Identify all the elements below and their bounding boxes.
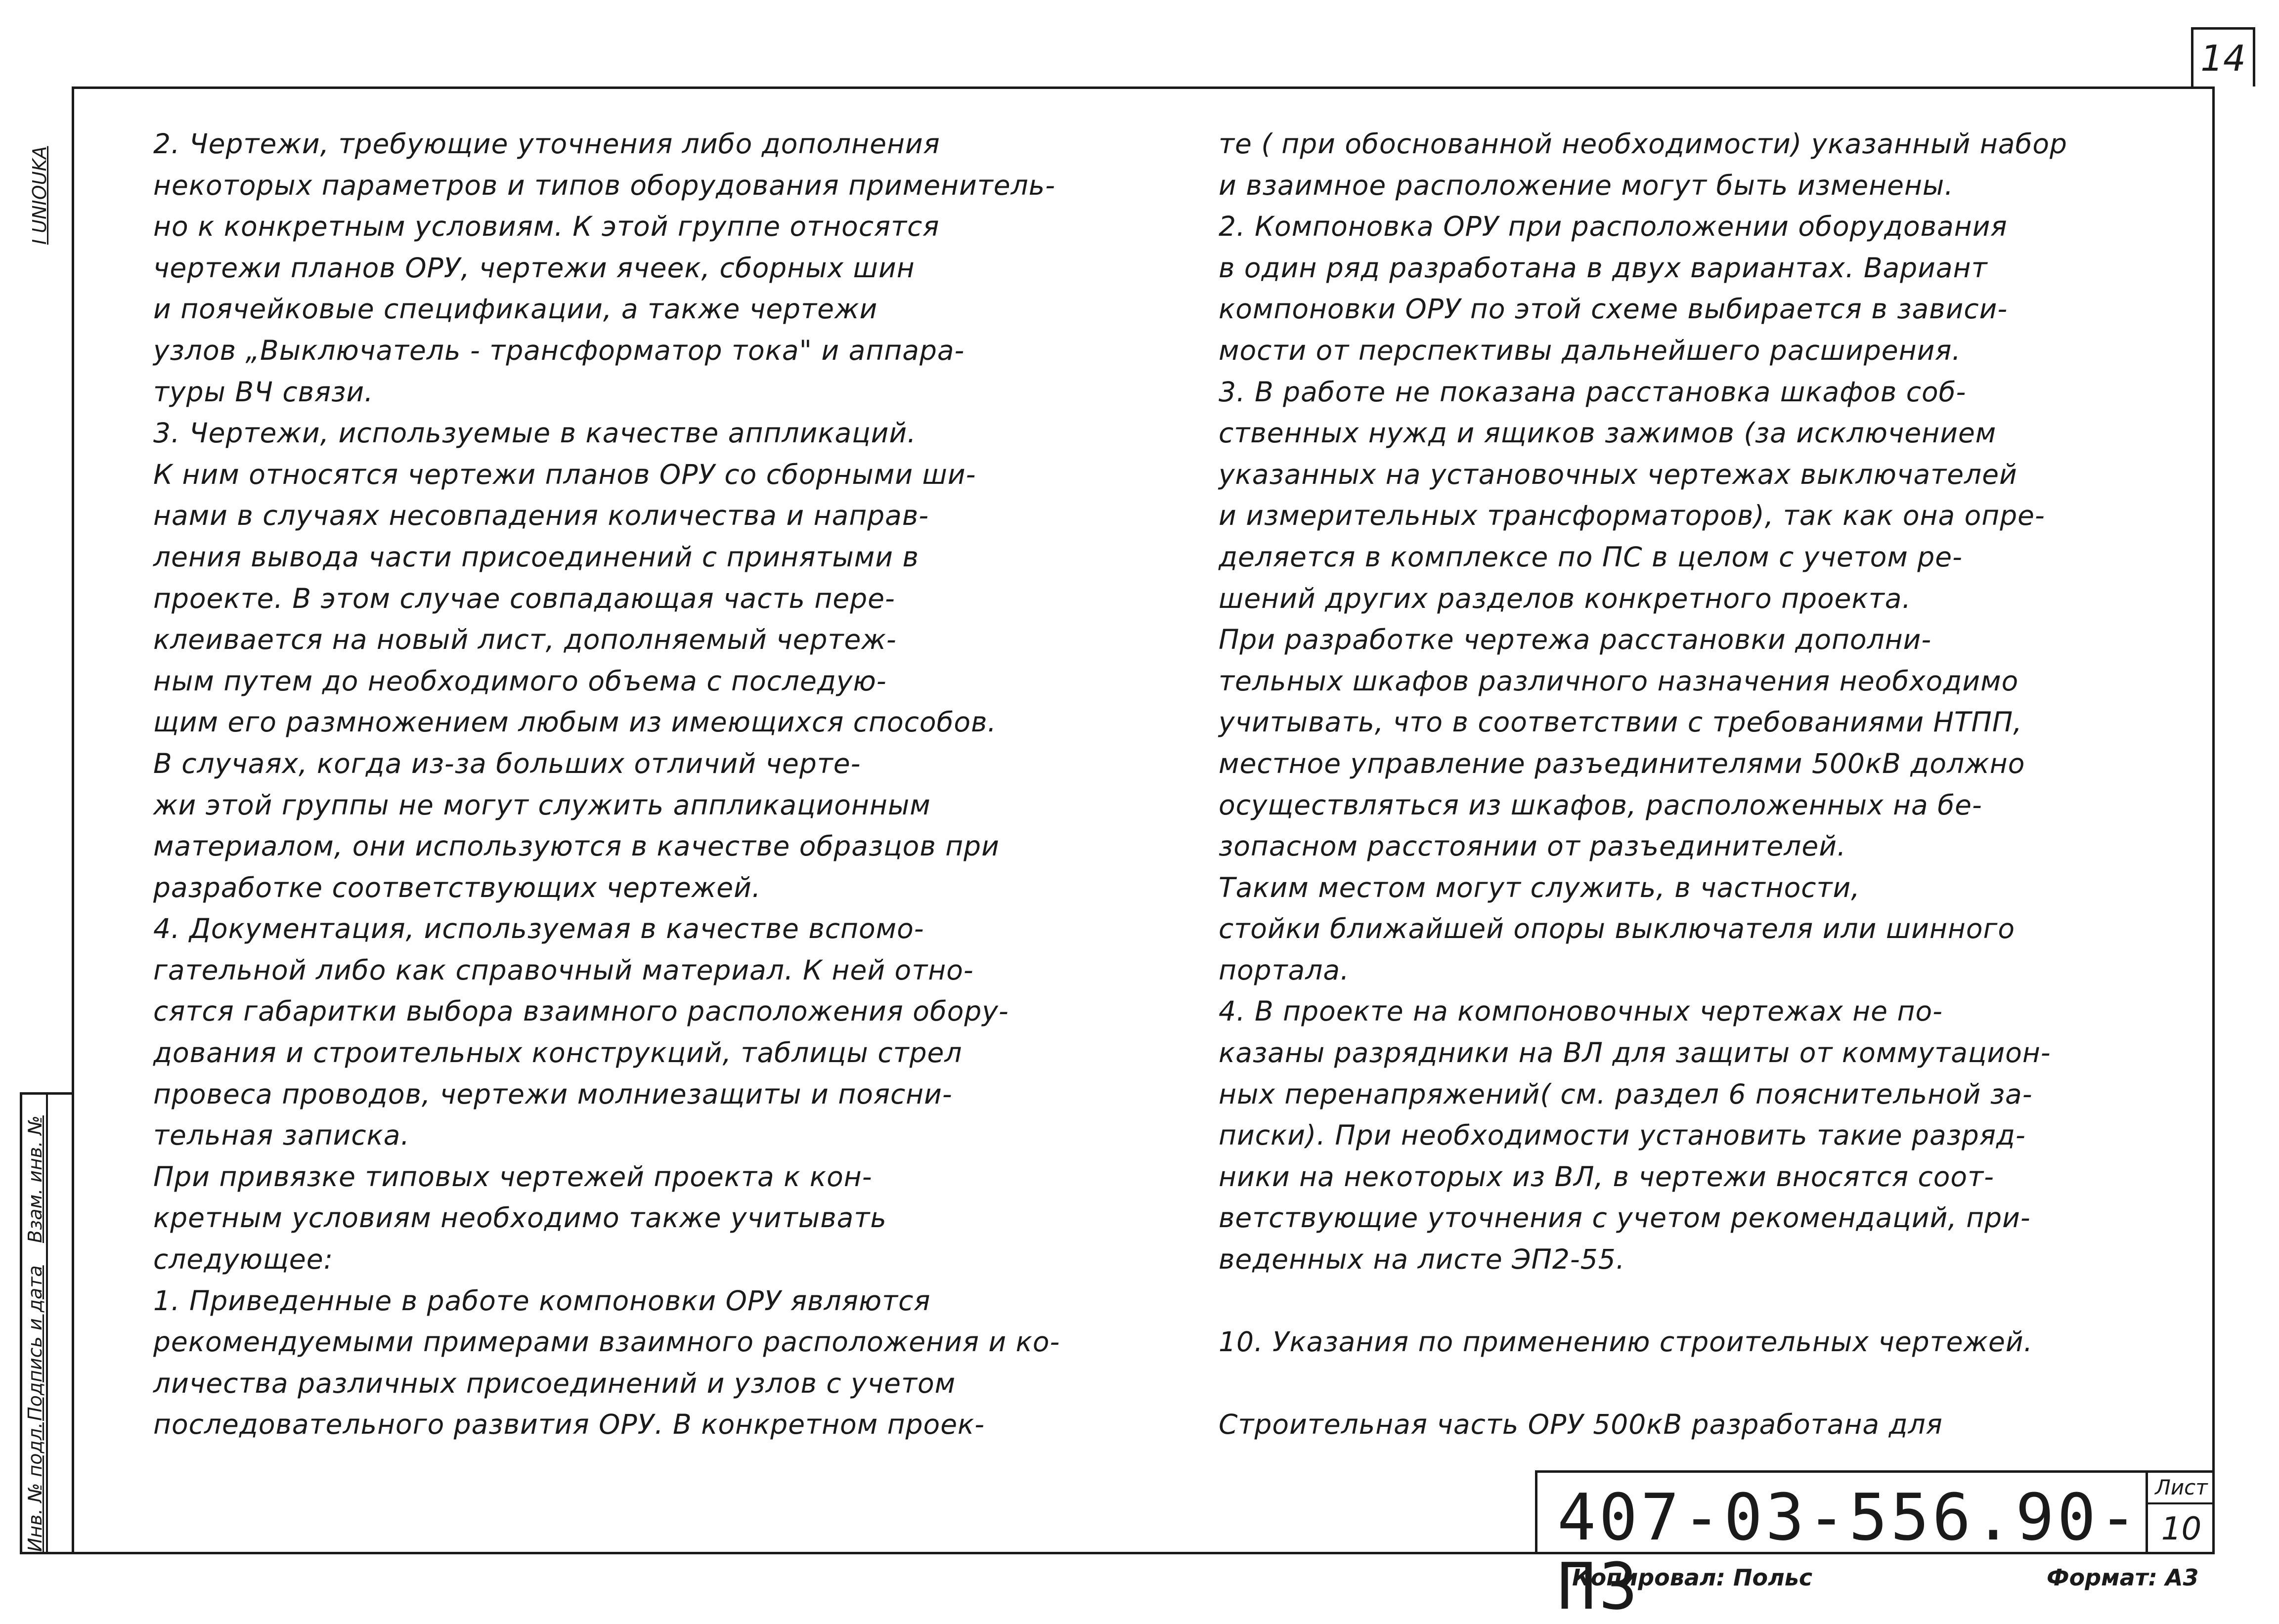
text-line: рекомендуемыми примерами взаимного расположения и ко- [153,1326,1060,1358]
text-line: стойки ближайшей опоры выключателя или шинного [1219,913,2016,945]
paper-format: Формат: А3 [2047,1564,2199,1591]
text-line: кретным условиям необходимо также учитывать [153,1202,887,1234]
text-line: 2. Чертежи, требующие уточнения либо дополнения [153,128,940,160]
side-label-sign: Подпись и дата [24,1265,46,1421]
text-line: деляется в комплексе по ПС в целом с учетом ре- [1219,541,1963,573]
text-line: К ним относятся чертежи планов ОРУ со сборными ши- [153,458,976,490]
side-label-swap: Взам. инв. № [24,1115,46,1243]
text-line: жи этой группы не могут служить аппликационным [153,789,931,821]
text-line: дования и строительных конструкций, таблицы стрел [153,1037,963,1069]
text-line: Строительная часть ОРУ 500кВ разработана для [1219,1409,1943,1441]
text-line: тельная записка. [153,1119,410,1152]
text-line: 3. В работе не показана расстановка шкафов соб- [1219,376,1967,408]
text-line: ники на некоторых из ВЛ, в чертежи вносятся соот- [1219,1160,1994,1193]
text-line: указанных на установочных чертежах выключателей [1219,458,2017,490]
text-line: последовательного развития ОРУ. В конкретном проек- [153,1409,985,1441]
sheet-number: 10 [2161,1511,2202,1547]
right-text-column [1219,124,2158,1446]
text-line: зопасном расстоянии от разъединителей. [1219,830,1846,862]
text-line: Таким местом могут служить, в частности, [1219,871,1860,903]
text-line [1219,1281,2158,1322]
left-text-column [153,124,1093,1446]
text-line: При привязке типовых чертежей проекта к кон- [153,1160,873,1193]
text-line: те ( при обоснованной необходимости) указанный набор [1219,128,2067,160]
text-line: чертежи планов ОРУ, чертежи ячеек, сборных шин [153,252,915,284]
text-line: ственных нужд и ящиков зажимов (за исключением [1219,417,1997,449]
text-line: 2. Компоновка ОРУ при расположении оборудования [1219,211,2008,243]
text-line: При разработке чертежа расстановки дополни- [1219,624,1932,656]
text-line: 3. Чертежи, используемые в качестве аппликаций. [153,417,917,449]
text-line: местное управление разъединителями 500кВ должно [1219,747,2025,779]
text-line: 10. Указания по применению строительных чертежей. [1219,1326,2033,1358]
sheet-tab [2191,27,2255,86]
text-line: узлов „Выключатель - трансформатор тока" и аппара- [153,334,965,366]
text-line: щим его размножением любым из имеющихся способов. [153,706,997,738]
text-line: и взаимное расположение могут быть изменены. [1219,169,1954,201]
copied-by: Копировал: Польс [1572,1564,1813,1591]
approval-strip [20,1092,72,1554]
text-line: материалом, они используются в качестве образцов при [153,830,1000,862]
text-line: ных перенапряжений( см. раздел 6 пояснительной за- [1219,1078,2033,1110]
text-line: сятся габаритки выбора взаимного расположения обору- [153,995,1009,1027]
text-line: портала. [1219,954,1350,986]
text-line: писки). При необходимости установить такие разряд- [1219,1119,2026,1152]
text-line: 1. Приведенные в работе компоновки ОРУ являются [153,1284,931,1317]
text-line: веденных на листе ЭП2-55. [1219,1243,1625,1276]
text-line: учитывать, что в соответствии с требованиями НТПП, [1219,706,2022,738]
text-line: ления вывода части присоединений с принятыми в [153,541,919,573]
text-line: но к конкретным условиям. К этой группе относятся [153,211,940,243]
text-line: провеса проводов, чертежи молниезащиты и поясни- [153,1078,953,1110]
text-line: 4. Документация, используемая в качестве вспомо- [153,913,924,945]
text-line: ным путем до необходимого объема с последую- [153,665,887,697]
sheet-label: Лист [2148,1473,2215,1504]
text-line: В случаях, когда из-за больших отличий черте- [153,747,861,779]
document-code: 407-03-556.90-П3 [1557,1480,2141,1624]
text-line: следующее: [153,1243,334,1276]
text-line: ветствующие уточнения с учетом рекомендаций, при- [1219,1202,2031,1234]
text-line: туры ВЧ связи. [153,376,374,408]
text-line: нами в случаях несовпадения количества и направ- [153,500,929,532]
text-line: мости от перспективы дальнейшего расширения. [1219,334,1961,366]
text-line: в один ряд разработана в двух вариантах. Вариант [1219,252,1988,284]
text-line [1219,1363,2158,1405]
text-line: личества различных присоединений и узлов с учетом [153,1367,956,1399]
sheet-tab-number: 14 [2200,37,2246,79]
text-line: гательной либо как справочный материал. К ней отно- [153,954,974,986]
text-line: разработке соответствующих чертежей. [153,871,761,903]
text-line: некоторых параметров и типов оборудования применитель- [153,169,1056,201]
text-line: проекте. В этом случае совпадающая часть пере- [153,582,895,614]
side-label-top: I UNIOUKA [29,146,50,245]
sheet-cell [2146,1473,2215,1554]
text-line: шений других разделов конкретного проекта. [1219,582,1911,614]
text-line: казаны разрядники на ВЛ для защиты от коммутацион- [1219,1037,2051,1069]
text-line: и поячейковые спецификации, а также чертежи [153,293,878,325]
side-label-inv: Инв. № подл. [24,1422,46,1552]
text-line: компоновки ОРУ по этой схеме выбирается в зависи- [1219,293,2008,325]
text-line: осуществляться из шкафов, расположенных на бе- [1219,789,1982,821]
text-line: клеивается на новый лист, дополняемый чертеж- [153,624,897,656]
strip-divider [46,1095,48,1552]
text-line: тельных шкафов различного назначения необходимо [1219,665,2019,697]
text-line: и измерительных трансформаторов), так как она опре- [1219,500,2045,532]
text-line: 4. В проекте на компоновочных чертежах не по- [1219,995,1943,1027]
